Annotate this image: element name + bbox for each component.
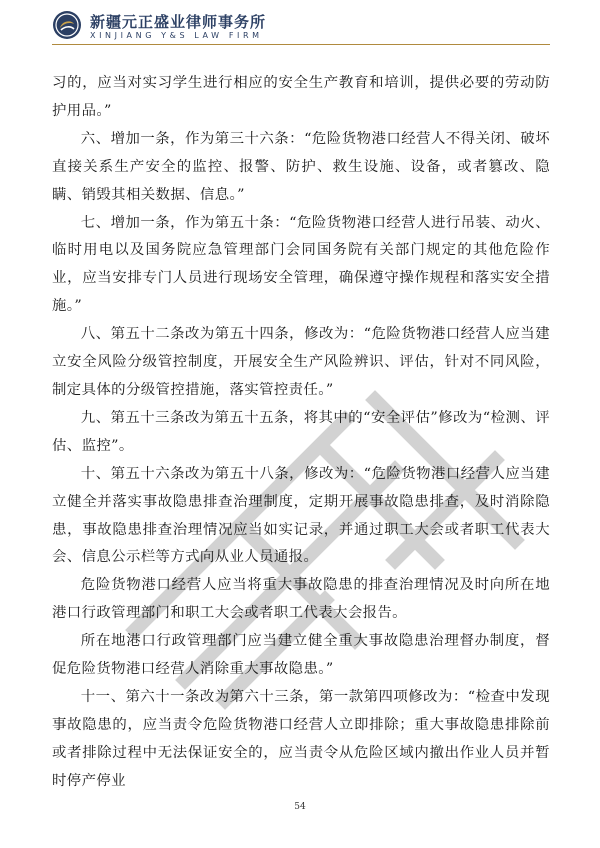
firm-name-cn: 新疆元正盛业律师事务所	[90, 13, 267, 31]
amendment-item-9: 九、第五十三条改为第五十五条，将其中的“安全评估”修改为“检测、评估、监控”。	[52, 409, 550, 454]
amendment-item-10-para-3: 所在地港口行政管理部门应当建立健全重大事故隐患治理督办制度，督促危险货物港口经营人消除重大事故隐患。”	[52, 633, 550, 678]
amendment-item-6: 六、增加一条，作为第三十六条：“危险货物港口经营人不得关闭、破坏直接关系生产安全的监控、报警、防护、救生设施、设备，或者篡改、隐瞒、销毁其相关数据、信息。”	[52, 130, 550, 203]
page-number: 54	[294, 802, 306, 812]
amendment-item-8: 八、第五十二条改为第五十四条，修改为：“危险货物港口经营人应当建立安全风险分级管控制度，开展安全生产风险辨识、评估，针对不同风险，制定具体的分级管控措施，落实管控责任。”	[52, 326, 550, 398]
firm-logo-icon	[52, 10, 82, 40]
header-divider	[52, 44, 550, 45]
amendment-item-10-para-2: 危险货物港口经营人应当将重大事故隐患的排查治理情况及时向所在地港口行政管理部门和职工大会或者职工代表大会报告。	[52, 577, 550, 622]
amendment-item-7: 七、增加一条，作为第五十条：“危险货物港口经营人进行吊装、动火、临时用电以及国务院应急管理部门会同国务院有关部门规定的其他危险作业，应当安排专门人员进行现场安全管理，确保遵守操作规程和落实安全措施。”	[52, 214, 550, 315]
amendment-item-11: 十一、第六十一条改为第六十三条，第一款第四项修改为：“检查中发现事故隐患的，应当责令危险货物港口经营人立即排除；重大事故隐患排除前或者排除过程中无法保证安全的，应当责令从危险区域内撤出作业人员并暂时停产停业	[52, 688, 550, 789]
paragraph-continuation: 习的，应当对实习学生进行相应的安全生产教育和培训，提供必要的劳动防护用品。”	[52, 75, 550, 119]
document-body	[52, 70, 550, 796]
letterhead	[52, 8, 552, 44]
firm-name-en: XINJIANG Y&S LAW FIRM	[90, 31, 263, 40]
amendment-item-10: 十、第五十六条改为第五十八条，修改为：“危险货物港口经营人应当建立健全并落实事故隐患排查治理制度，定期开展事故隐患排查，及时消除隐患，事故隐患排查治理情况应当如实记录，并通过职工大会或者职工代表大会、信息公示栏等方式向从业人员通报。	[52, 465, 550, 566]
